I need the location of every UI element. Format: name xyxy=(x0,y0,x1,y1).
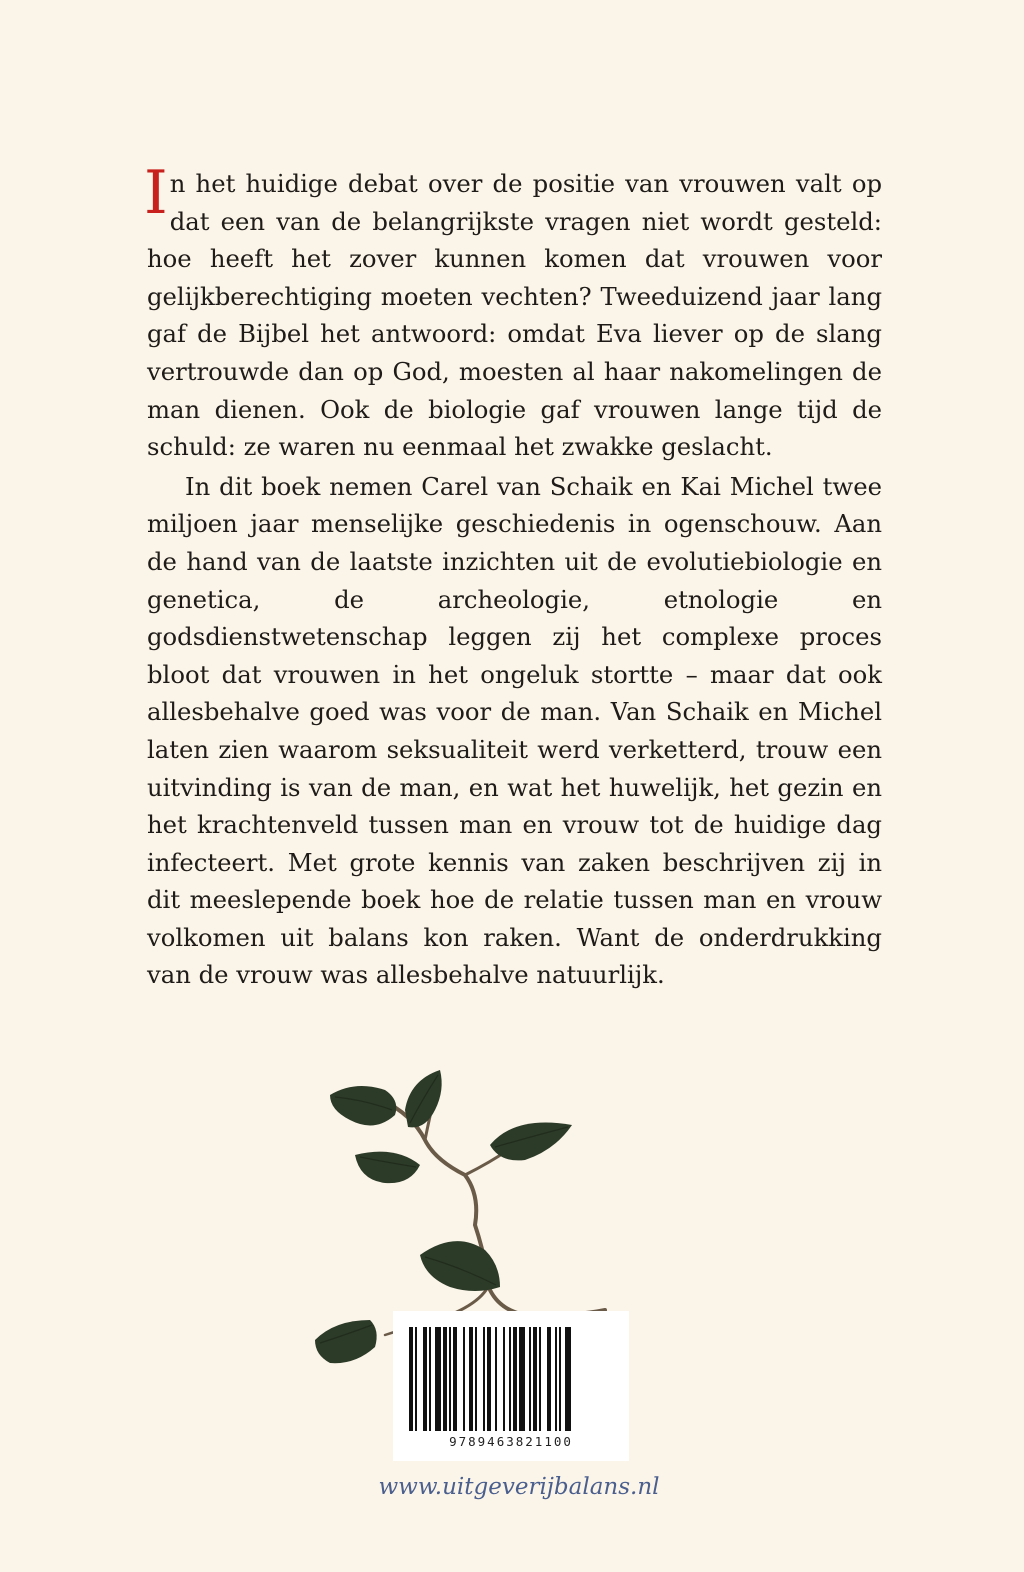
paragraph-1-text: n het huidige debat over de positie van vrouwen valt op dat een van de belangrijkste vragen niet wordt gesteld: hoe heeft het zover kunnen komen dat vrouwen voor gelijkberechtiging moeten vechten? Tweeduizend jaar lang gaf de Bijbel het antwoord: omdat Eva liever op de slang vertrouwde dan op God, moesten al haar nakomelingen de man dienen. Ook de biologie gaf vrouwen lange tijd de schuld: ze waren nu eenmaal het zwakke geslacht. xyxy=(147,169,882,462)
publisher-website-link[interactable]: www.uitgeverijbalans.nl xyxy=(378,1474,660,1500)
isbn-digits: 9789463821100 xyxy=(449,1434,573,1449)
blurb-paragraph-2: In dit boek nemen Carel van Schaik en Kai Michel twee miljoen jaar menselijke geschiedenis in ogenschouw. Aan de hand van de laatste inzichten uit de evolutiebiologie en genetica, de archeologie, etnologie en godsdienstwetenschap leggen zij het complexe proces bloot dat vrouwen in het ongeluk stortte – maar dat ook allesbehalve goed was voor de man. Van Schaik en Michel laten zien waarom seksualiteit werd verketterd, trouw een uitvinding is van de man, en wat het huwelijk, het gezin en het krachtenveld tussen man en vrouw tot de huidige dag infecteert. Met grote kennis van zaken beschrijven zij in dit meeslepende boek hoe de relatie tussen man en vrouw volkomen uit balans kon raken. Want de onderdrukking van de vrouw was allesbehalve natuurlijk. xyxy=(147,471,882,990)
isbn-barcode xyxy=(393,1311,629,1461)
blurb-paragraph-1 xyxy=(144,158,882,466)
blurb-text xyxy=(144,158,882,994)
drop-cap: I xyxy=(144,158,168,228)
barcode-bars xyxy=(409,1327,613,1431)
